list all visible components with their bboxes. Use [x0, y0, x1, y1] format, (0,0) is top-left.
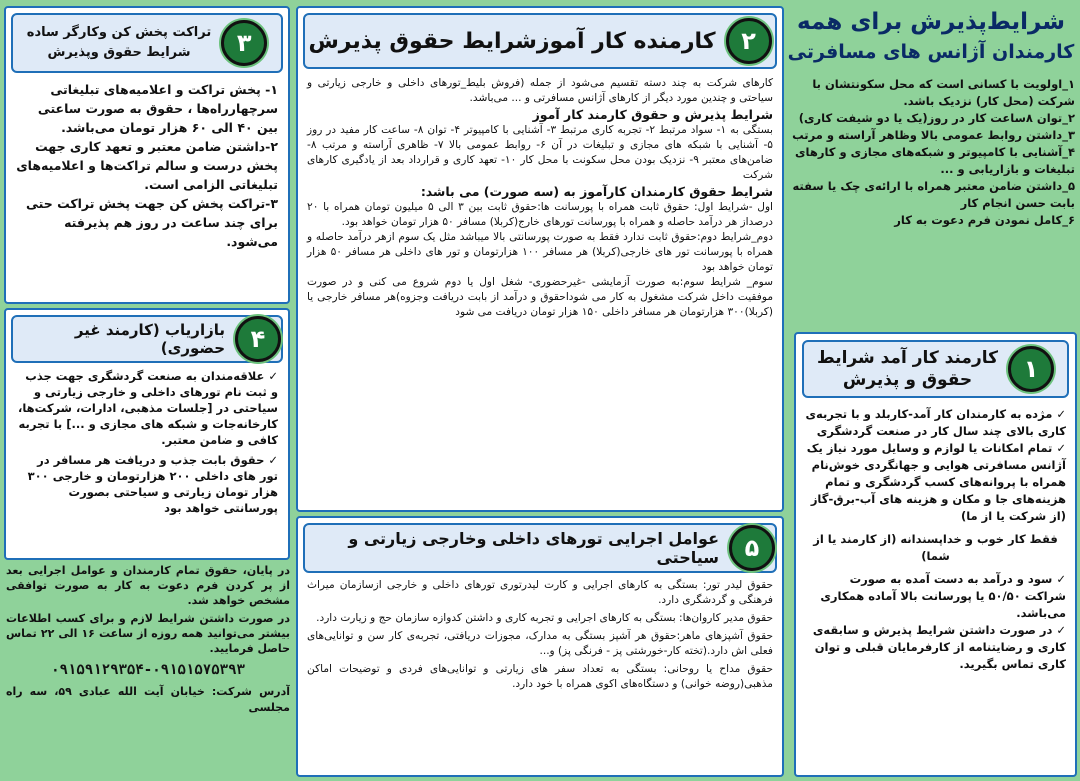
section-5-body: [298, 578, 782, 692]
contact-phones[interactable]: ۰۹۱۵۹۱۲۹۳۵۴-۰۹۱۵۱۵۷۵۳۹۳: [51, 662, 245, 678]
main-title: [785, 6, 1077, 66]
section-1-title: [817, 347, 998, 391]
section-5-item: حقوق مدیر کاروان‌ها: بستگی به کارهای اجرایی و تجربه کاری و داشتن کدوازه سازمان حج و زیارت دارد.: [316, 612, 773, 624]
section-2-second-option: دوم_شرایط دوم:حقوق ثابت ندارد فقط به صورت پورسانتی بالا میباشد مثل یک سوم ازهر درآمد حاصله و همراه با پورسانت تور های خارجی(کربلا) هر مسافر ۱۰۰ هزارتومان و تور های داخلی هر مسافر ۵۰ هزار تومان خواهد بود: [307, 231, 773, 273]
section-4-title: بازاریاب (کارمند غیر حضوری): [74, 321, 225, 357]
section-4-number-badge: ۴: [235, 316, 281, 362]
section-1-list: [805, 406, 1066, 673]
section-1-header: [802, 340, 1069, 398]
section-2-subtitle-salary: شرایط حقوق کارمندان کارآموز به (سه صورت) می باشد:: [420, 184, 773, 199]
section-1-card: [794, 332, 1077, 777]
section-1-title-line1: کارمند کار آمد شرایط: [816, 348, 999, 368]
section-1-item: ✓ تمام امکانات یا لوازم و وسایل مورد نیاز یک آژانس مسافرتی هوایی و جهانگردی خوش‌نام همراه با پروانه‌های کسب گردشگری و تمام هزینه‌های جا و مکان و هزینه های آب-برق-گاز (از شرکت یا از ما): [806, 441, 1066, 523]
general-condition: ۴_آشنایی با کامپیوتر و شبکه‌های مجازی و کارهای تبلیغات و بازاریابی و ...: [795, 145, 1075, 176]
general-condition: ۵_داشتن ضامن معتبر همراه با ارائه‌ی چک یا سفته بابت حسن انجام کار: [792, 179, 1075, 210]
company-address: آدرس شرکت: خیابان آیت الله عبادی ۵۹، سه راه مجلسی: [6, 685, 290, 714]
footer-panel: [6, 563, 290, 777]
section-1-item: ✓ مژده به کارمندان کار آمد-کاربلد و با تجربه‌ی کاری بالای چند سال کار در صنعت گردشگری: [805, 407, 1066, 438]
main-title-line1: شرایط‌پذیرش برای همه: [797, 9, 1065, 35]
section-2-title: کارمنده کار آموزشرایط حقوق پذیرش: [308, 28, 716, 54]
section-4-item: ✓ حقوق بابت جذب و دریافت هر مسافر در تور های داخلی ۲۰۰ هزارتومان و خارجی ۳۰۰ هزار تومان زیارتی و سیاحتی بصورت پورسانتی خواهد بود: [27, 453, 278, 515]
general-condition: ۶_کامل نمودن فرم دعوت به کار: [894, 213, 1075, 227]
section-1-item: ✓ در صورت داشتن شرایط پذیرش و سابقه‌ی کاری و رضایتنامه از کارفرمایان قبلی و توان کاری تماس بگیرید.: [812, 623, 1066, 671]
section-1-title-line2: حقوق و پذیرش: [842, 370, 973, 390]
section-2-number-badge: ۲: [726, 18, 772, 64]
section-3-title-line2: شرایط حقوق وپذیرش: [47, 45, 191, 60]
section-5-number-badge: ۵: [729, 525, 775, 571]
section-3-list: [6, 78, 288, 253]
footer-paragraph-2: در صورت داشتن شرایط لازم و برای کسب اطلاعات بیشتر می‌توانید همه روزه از ساعت ۱۶ الی ۲۲ تماس حاصل فرمایید.: [6, 612, 290, 655]
section-2-intro: کارهای شرکت به چند دسته تقسیم می‌شود از جمله (فروش بلیط_تورهای داخلی و خارجی زیارتی و سیاحتی و چندین مورد دیگر از کارهای آژانس مسافرتی و ... می‌باشد.: [307, 77, 773, 104]
section-2-first-option: اول -شرایط اول: حقوق ثابت همراه با پورسانت ها:حقوق ثابت بین ۳ الی ۵ میلیون تومان همراه با ۲۰ درصداز هر درآمد حاصله و همراه با پورسانت تورهای خارج(کربلا) مسافر ۵۰ هزار تومان خواهد بود.: [307, 201, 774, 228]
section-3-header: [11, 13, 283, 73]
section-1-number-badge: ۱: [1008, 346, 1054, 392]
section-5-title: عوامل اجرایی تورهای داخلی وخارجی زیارتی و سیاحتی: [348, 529, 719, 567]
general-conditions-list: [785, 76, 1077, 229]
section-2-card: [296, 6, 784, 512]
section-4-card: [4, 308, 290, 560]
general-condition: ۳_داشتن روابط عمومی بالا وظاهر آراسته و مرتب: [792, 128, 1075, 142]
section-5-card: [296, 516, 784, 777]
section-2-conditions: بستگی به ۱- سواد مرتبط ۲- تجربه کاری مرتبط ۳- آشنایی با کامپیوتر ۴- توان ۸- ساعت کار مفید در روز ۵- آشنایی با شبکه های مجازی و تبلیغات در آن ۶- روابط عمومی بالا ۷- ظاهری آراسته و مرتب ۸- ضامن‌های معتبر ۹- نزدیک بودن محل سکونت با محل کار ۱۰- تعهد کاری و قرارداد بعد از یادگیری کارهای شرکت: [307, 124, 774, 181]
section-3-item: ۳-تراکت پخش کن جهت پخش تراکت حتی برای چند ساعت در روز هم پذیرفته می‌شود.: [26, 196, 278, 249]
footer-paragraph-1: در پایان، حقوق تمام کارمندان و عوامل اجرایی بعد از پر کردن فرم دعوت به کار به صورت توافقی مشخص خواهد شد.: [6, 564, 290, 607]
section-2-third-option: سوم_ شرایط سوم:به صورت آزمایشی -غیرحضوری- شغل اول یا دوم شروع می کنی و در صورت موفقیت داخل شرکت مشغول به کار می شوداحقوق و درآمد از بابت دریافت وجزوه)هر مسافر خارجی یا (کربلا)۳۰۰ هزارتومان هر مسافر داخلی ۱۵۰ هزار تومان دریافت می شود: [307, 276, 773, 318]
general-condition: ۲_توان ۸ساعت کار در روز(یک یا دو شیفت کاری): [798, 111, 1075, 125]
main-title-line2: کارمندان آژانس های مسافرتی: [787, 41, 1075, 63]
section-3-item: ۱- پخش تراکت و اعلامیه‌های تبلیغاتی سرچهارراه‌ها ، حقوق به صورت ساعتی بین ۴۰ الی ۶۰ هزار تومان می‌باشد.: [37, 82, 278, 135]
section-2-header: [303, 13, 777, 69]
section-2-subtitle-conditions: شرایط پذیرش و حقوق کارمند کار آموز: [532, 107, 773, 122]
section-1-highlight: فقط کار خوب و خداپسندانه (از کارمند یا از شما): [813, 532, 1058, 563]
section-4-item: ✓ علاقه‌مندان به صنعت گردشگری جهت جذب و ثبت نام تورهای داخلی و خارجی زیارتی و سیاحتی در [جلسات مذهبی، ادارات، شرکت‌ها، کارخانه‌جات و شبکه های مجازی و ...] با تجربه کافی و ضامن معتبر.: [18, 369, 278, 447]
section-4-list: [6, 368, 288, 516]
section-2-body: [298, 74, 782, 322]
section-3-card: [4, 6, 290, 304]
section-1-item: ✓ سود و درآمد به دست آمده به صورت شراکت ۵۰/۵۰ یا پورسانت بالا آماده همکاری می‌باشد.: [820, 572, 1066, 620]
general-condition: ۱_اولویت با کسانی است که محل سکونتشان با شرکت (محل کار) نزدیک باشد.: [812, 77, 1075, 108]
section-3-title: [27, 23, 211, 63]
section-3-item: ۲-داشتن ضامن معتبر و تعهد کاری جهت پخش درست و سالم تراکت‌ها و اعلامیه‌های تبلیغاتی الزامی است.: [16, 139, 278, 192]
section-3-number-badge: ۳: [221, 20, 267, 66]
section-4-header: [11, 315, 283, 363]
main-title-panel: [785, 6, 1077, 328]
section-5-item: حقوق مداح یا روحانی: بستگی به تعداد سفر های زیارتی و توانایی‌های فردی و توضیحات اماکن مذهبی(روضه خوانی) و دستگاه‌های اکوی همراه با خود دارد.: [307, 663, 773, 690]
section-5-header: [303, 523, 777, 573]
section-1-body: [796, 404, 1075, 675]
section-5-item: حقوق آشپزهای ماهر:حقوق هر آشپز بستگی به مدارک، مجوزات دریافتی، تجربه‌ی کار سن و توانایی‌های فعلی اش دارد.(تخته کار-خورشتی پز - فرنگی پز) و...: [307, 630, 773, 657]
section-5-item: حقوق لیدر تور: بستگی به کارهای اجرایی و کارت لیدرتوری تورهای داخلی و خارجی ازسازمان میراث فرهنگی و گردشگری دارد.: [307, 579, 773, 606]
section-3-title-line1: تراکت پخش کن وکارگر ساده: [26, 25, 212, 40]
